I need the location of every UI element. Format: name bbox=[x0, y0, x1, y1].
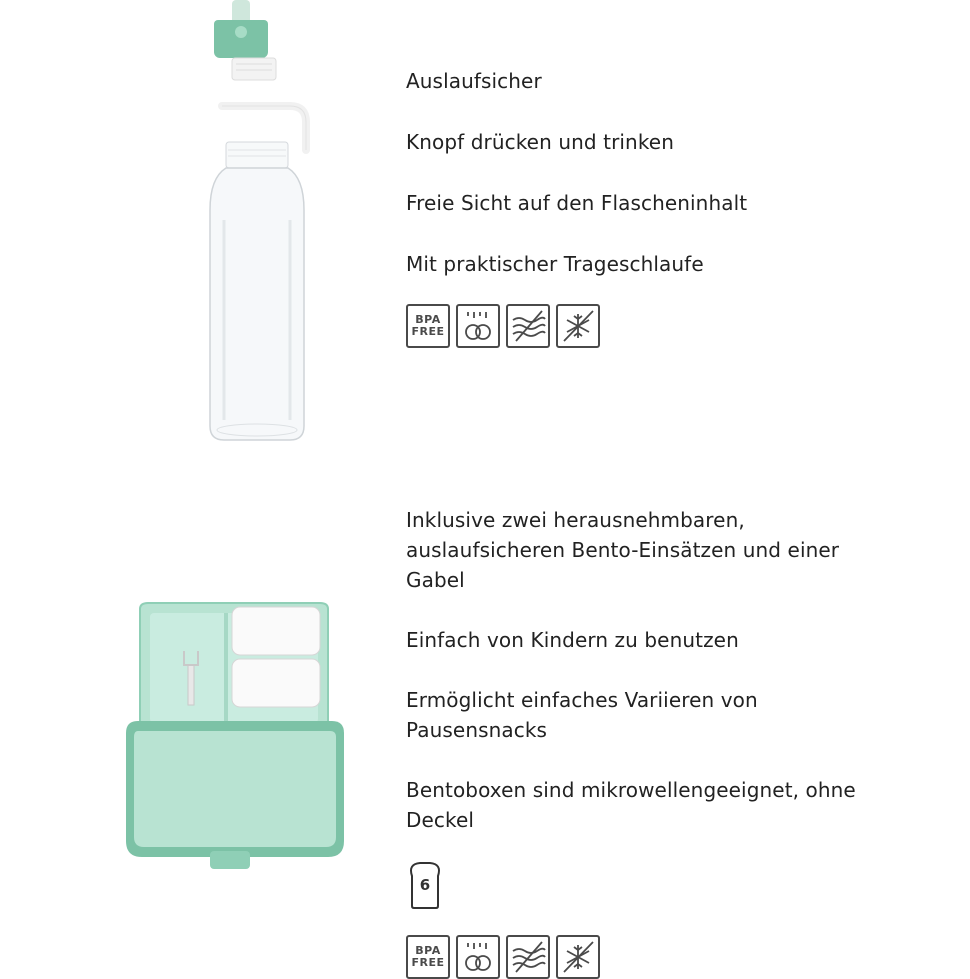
free-label: FREE bbox=[411, 956, 445, 969]
feature-kid-friendly: Einfach von Kindern zu benutzen bbox=[406, 628, 739, 652]
dishwasher-safe-icon bbox=[456, 935, 500, 979]
freezer-safe-icon bbox=[556, 304, 600, 348]
feature-leakproof: Auslaufsicher bbox=[406, 69, 542, 93]
bpa-free-icon bbox=[406, 935, 450, 979]
bento-badge-row bbox=[406, 935, 600, 979]
feature-carry-loop: Mit praktischer Trageschlaufe bbox=[406, 252, 704, 276]
slice-count: 6 bbox=[419, 876, 431, 894]
feature-bento-inserts: Inklusive zwei herausnehmbaren, auslaufsicheren Bento-Einsätzen und einer Gabel bbox=[406, 508, 840, 592]
water-bottle-image bbox=[190, 0, 330, 450]
free-label: FREE bbox=[411, 325, 445, 338]
heat-resistant-icon bbox=[506, 304, 550, 348]
bottle-badge-row bbox=[406, 304, 600, 348]
heat-resistant-icon bbox=[506, 935, 550, 979]
feature-push-button: Knopf drücken und trinken bbox=[406, 130, 674, 154]
bento-box-image bbox=[110, 595, 360, 885]
feature-snack-variety: Ermöglicht einfaches Variieren von Pausensnacks bbox=[406, 688, 758, 742]
feature-microwave-safe: Bentoboxen sind mikrowellengeeignet, ohne Deckel bbox=[406, 778, 856, 832]
sandwich-slice-icon bbox=[406, 860, 444, 910]
bpa-label: BPA bbox=[415, 944, 441, 957]
feature-clear-view: Freie Sicht auf den Flascheninhalt bbox=[406, 191, 748, 215]
freezer-safe-icon bbox=[556, 935, 600, 979]
bpa-label: BPA bbox=[415, 313, 441, 326]
bpa-free-icon bbox=[406, 304, 450, 348]
dishwasher-safe-icon bbox=[456, 304, 500, 348]
